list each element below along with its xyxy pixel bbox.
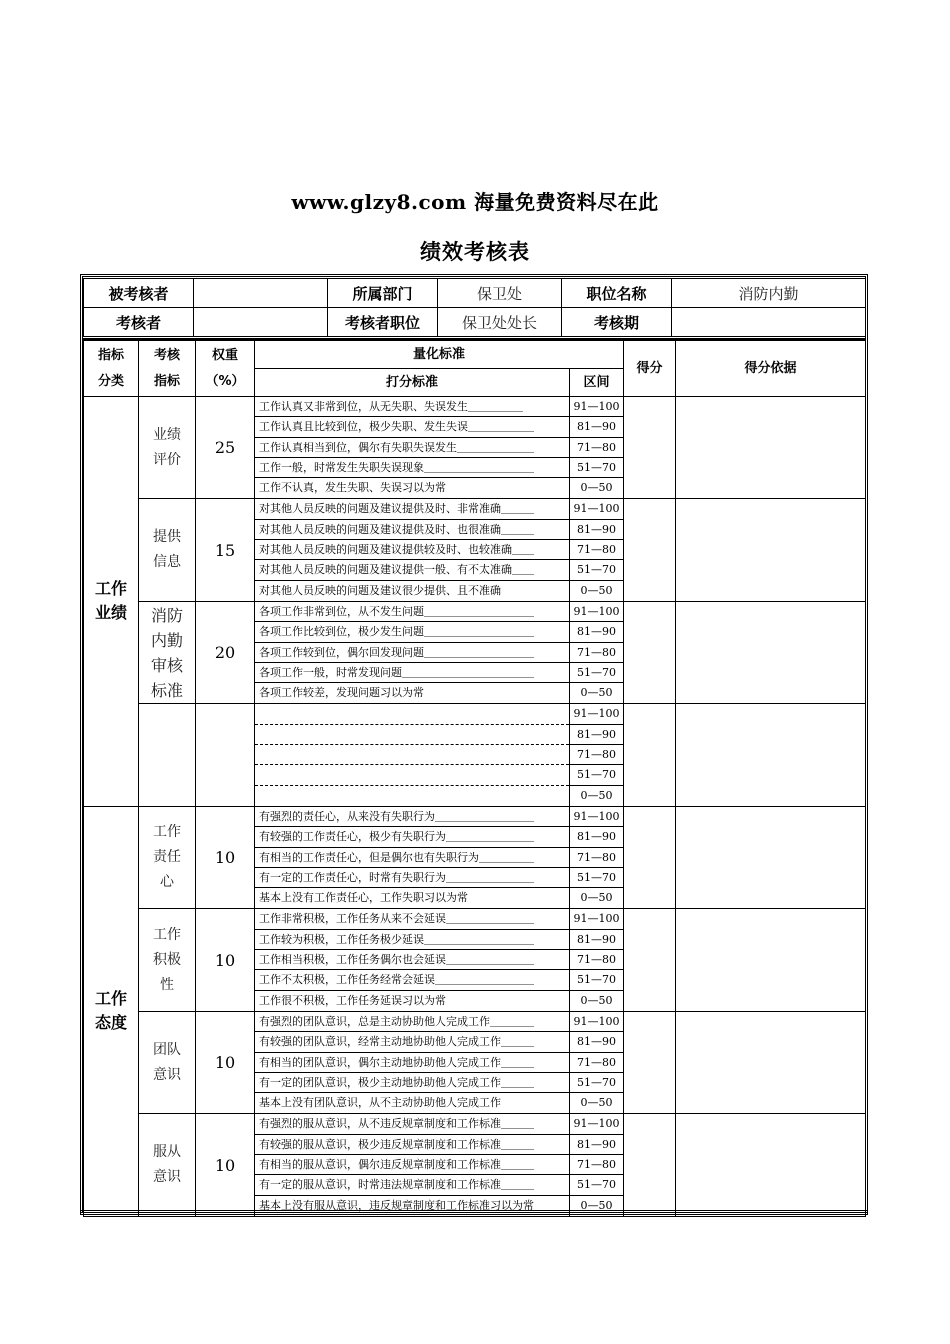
weight-cell: 10 [196,909,255,1011]
indicator-row [84,704,866,806]
assessee-field[interactable] [194,279,328,308]
range-line: 71—80 [570,438,623,458]
score-basis-input-cell[interactable] [676,397,866,499]
category-cell [84,397,139,807]
criteria-line: 各项工作较差，发现问题习以为常 [259,686,424,700]
range-line: 91—100 [570,909,623,929]
indicator-name-line: 意识 [153,1066,181,1083]
indicator-name-line: 评价 [153,451,181,468]
range-line: 71—80 [570,540,623,560]
indicator-name-cell [139,397,196,499]
indicator-name-cell [139,499,196,601]
indicator-row [84,601,866,703]
info-table [83,278,866,337]
criteria-line: 有相当的工作责任心，但是偶尔也有失职行为＿＿＿＿＿ [255,848,569,868]
assessee-label: 被考核者 [84,279,194,308]
criteria-line [255,745,569,765]
header-range: 区间 [570,369,624,397]
score-input-cell[interactable] [624,397,676,499]
indicator-row [84,1114,866,1216]
indicator-row [84,909,866,1011]
range-cell [570,1114,624,1216]
criteria-line: 工作一般，时常发生失职失误现象＿＿＿＿＿＿＿＿＿＿ [255,458,569,478]
header-weight [196,341,255,397]
indicator-name-line: 工作 [153,824,181,841]
range-line: 51—70 [570,765,623,785]
criteria-line: 有较强的团队意识，经常主动地协助他人完成工作＿＿＿ [255,1032,569,1052]
bottom-rule [80,1210,868,1215]
header-indicator-line2: 指标 [153,373,180,389]
range-cell [570,499,624,601]
criteria-line: 各项工作较到位，偶尔回发现问题＿＿＿＿＿＿＿＿＿＿ [255,643,569,663]
range-line: 71—80 [570,745,623,765]
indicator-name-cell [139,1011,196,1113]
assessor-position-label: 考核者职位 [328,308,438,337]
indicator-name-line: 服从 [153,1144,181,1161]
range-line: 91—100 [570,397,623,417]
assessor-label: 考核者 [84,308,194,337]
criteria-line: 各项工作非常到位，从不发生问题＿＿＿＿＿＿＿＿＿＿ [255,602,569,622]
score-input-cell[interactable] [624,1011,676,1113]
category-name-line: 工作 [94,989,127,1009]
range-line: 0—50 [580,583,613,597]
criteria-line: 有强烈的服从意识，从不违反规章制度和工作标准＿＿＿ [255,1114,569,1134]
range-line: 81—90 [570,827,623,847]
range-line: 51—70 [570,1073,623,1093]
criteria-line: 对其他人员反映的问题及建议提供及时、也很准确＿＿＿ [255,520,569,540]
category-name-line: 工作 [94,579,127,599]
criteria-line: 各项工作一般，时常发现问题＿＿＿＿＿＿＿＿＿＿＿＿ [255,663,569,683]
criteria-line: 有一定的团队意识，极少主动地协助他人完成工作＿＿＿ [255,1073,569,1093]
indicator-name-line: 内勤 [150,630,183,650]
criteria-line: 对其他人员反映的问题及建议很少提供、且不准确 [259,583,501,597]
criteria-line: 对其他人员反映的问题及建议提供及时、非常准确＿＿＿ [255,499,569,519]
header-basis: 得分依据 [676,341,866,397]
criteria-line [255,725,569,745]
header-category-line1: 指标 [97,347,124,363]
range-cell [570,601,624,703]
range-line: 71—80 [570,848,623,868]
range-line: 81—90 [570,520,623,540]
indicator-name-cell [139,806,196,908]
indicator-name-line: 消防 [150,605,183,625]
criteria-cell [255,1114,570,1216]
category-name-line: 态度 [94,1013,127,1033]
criteria-line: 有强烈的团队意识，总是主动协助他人完成工作＿＿＿＿ [255,1012,569,1032]
score-input-cell[interactable] [624,806,676,908]
criteria-line: 对其他人员反映的问题及建议提供一般、有不太准确＿＿ [255,560,569,580]
position-label: 职位名称 [562,279,672,308]
indicator-row [84,1011,866,1113]
header-weight-line1: 权重 [211,347,238,363]
weight-cell [196,704,255,806]
range-line: 51—70 [570,1175,623,1195]
score-input-cell[interactable] [624,499,676,601]
range-line: 81—90 [570,725,623,745]
criteria-cell [255,1011,570,1113]
category-cell [84,806,139,1216]
header-standard: 量化标准 [255,341,624,369]
range-line: 91—100 [570,807,623,827]
criteria-cell [255,704,570,806]
criteria-line: 工作非常积极，工作任务从来不会延误＿＿＿＿＿＿＿＿ [255,909,569,929]
range-line: 91—100 [570,704,623,724]
criteria-line: 对其他人员反映的问题及建议提供较及时、也较准确＿＿ [255,540,569,560]
indicator-name-cell [139,1114,196,1216]
indicator-name-line: 信息 [153,554,181,571]
range-line: 91—100 [570,499,623,519]
indicator-name-line: 审核 [150,655,183,675]
site-title: www.glzy8.com 海量免费资料尽在此 [291,190,659,214]
range-line: 81—90 [570,930,623,950]
weight-cell: 20 [196,601,255,703]
range-line: 91—100 [570,1114,623,1134]
range-line: 51—70 [570,663,623,683]
range-cell [570,704,624,806]
department-field[interactable]: 保卫处 [438,279,562,308]
criteria-line: 工作很不积极，工作任务延误习以为常 [259,993,446,1007]
range-line: 0—50 [580,1198,613,1212]
criteria-line: 基本上没有工作责任心，工作失职习以为常 [259,891,468,905]
indicator-row [84,397,866,499]
criteria-line: 工作不太积极，工作任务经常会延误＿＿＿＿＿＿＿＿＿ [255,970,569,990]
range-line: 51—70 [570,970,623,990]
criteria-line [255,765,569,785]
score-basis-input-cell[interactable] [676,1114,866,1216]
criteria-line: 工作较为积极，工作任务极少延误＿＿＿＿＿＿＿＿＿＿ [255,930,569,950]
criteria-cell [255,397,570,499]
weight-cell: 10 [196,1114,255,1216]
range-line: 0—50 [580,1096,613,1110]
assessor-position-field[interactable]: 保卫处处长 [438,308,562,337]
criteria-line: 工作认真又非常到位，从无失职、失误发生＿＿＿＿＿ [255,397,569,417]
criteria-line: 有强烈的责任心，从来没有失职行为＿＿＿＿＿＿＿＿＿ [255,807,569,827]
range-line: 0—50 [580,993,613,1007]
range-cell [570,909,624,1011]
range-line: 51—70 [570,560,623,580]
indicator-row [84,806,866,908]
weight-cell: 10 [196,806,255,908]
indicator-name-line: 提供 [153,529,181,546]
range-cell [570,1011,624,1113]
header-score: 得分 [624,341,676,397]
score-basis-input-cell[interactable] [676,1011,866,1113]
score-input-cell[interactable] [624,704,676,806]
range-line: 91—100 [570,602,623,622]
criteria-line: 工作相当积极，工作任务偶尔也会延误＿＿＿＿＿＿＿＿ [255,950,569,970]
criteria-line: 基本上没有服从意识，违反规章制度和工作标准习以为常 [259,1198,534,1212]
category-name-line: 业绩 [94,603,127,623]
range-cell [570,806,624,908]
header-category-line2: 分类 [97,373,124,389]
indicator-name-line: 标准 [150,680,183,700]
indicator-name-line: 业绩 [153,426,181,443]
score-basis-input-cell[interactable] [676,704,866,806]
indicator-name-line: 责任 [153,849,181,866]
indicator-name-line: 心 [160,874,174,891]
range-line: 81—90 [570,622,623,642]
range-line: 0—50 [580,686,613,700]
criteria-line [255,704,569,724]
indicator-name-line: 团队 [153,1041,181,1058]
header-indicator [139,341,196,397]
range-line: 71—80 [570,950,623,970]
criteria-line: 有较强的服从意识，极少违反规章制度和工作标准＿＿＿ [255,1135,569,1155]
criteria-cell [255,601,570,703]
score-basis-input-cell[interactable] [676,806,866,908]
weight-cell: 15 [196,499,255,601]
criteria-line: 有一定的服从意识，时常违法规章制度和工作标准＿＿＿ [255,1175,569,1195]
range-line: 81—90 [570,1032,623,1052]
period-field[interactable] [672,308,866,337]
score-input-cell[interactable] [624,601,676,703]
range-line: 71—80 [570,643,623,663]
header-scoring: 打分标准 [255,369,570,397]
criteria-line: 工作认真相当到位，偶尔有失职失误发生＿＿＿＿＿＿＿ [255,438,569,458]
score-basis-input-cell[interactable] [676,909,866,1011]
indicator-name-cell [139,704,196,806]
position-field[interactable]: 消防内勤 [672,279,866,308]
indicator-name-line: 性 [160,976,174,993]
criteria-line: 有一定的工作责任心，时常有失职行为＿＿＿＿＿＿＿＿ [255,868,569,888]
range-line: 0—50 [580,788,613,802]
score-input-cell[interactable] [624,1114,676,1216]
header-weight-line2: （%） [205,373,245,389]
range-line: 51—70 [570,868,623,888]
indicator-row [84,499,866,601]
range-line: 81—90 [570,1135,623,1155]
criteria-line: 有相当的团队意识，偶尔主动地协助他人完成工作＿＿＿ [255,1053,569,1073]
range-line: 71—80 [570,1155,623,1175]
indicator-name-line: 工作 [153,926,181,943]
weight-cell: 10 [196,1011,255,1113]
range-cell [570,397,624,499]
range-line: 71—80 [570,1053,623,1073]
criteria-cell [255,806,570,908]
range-line: 91—100 [570,1012,623,1032]
criteria-cell [255,909,570,1011]
score-input-cell[interactable] [624,909,676,1011]
criteria-line: 有相当的服从意识，偶尔违反规章制度和工作标准＿＿＿ [255,1155,569,1175]
criteria-cell [255,499,570,601]
indicator-name-cell [139,909,196,1011]
header-indicator-line1: 考核 [153,347,180,363]
period-label: 考核期 [562,308,672,337]
score-basis-input-cell[interactable] [676,601,866,703]
criteria-line: 工作不认真，发生失职、失误习以为常 [259,481,446,495]
weight-cell: 25 [196,397,255,499]
assessor-field[interactable] [194,308,328,337]
range-line: 0—50 [580,891,613,905]
range-line: 81—90 [570,417,623,437]
criteria-line: 工作认真且比较到位，极少失职、发生失误＿＿＿＿＿＿ [255,417,569,437]
score-basis-input-cell[interactable] [676,499,866,601]
document-title: 绩效考核表 [420,239,530,264]
criteria-line [255,786,569,806]
range-line: 51—70 [570,458,623,478]
criteria-line: 有较强的工作责任心，极少有失职行为＿＿＿＿＿＿＿＿ [255,827,569,847]
indicator-name-cell [139,601,196,703]
assessment-table [83,340,866,1217]
department-label: 所属部门 [328,279,438,308]
range-line: 0—50 [580,481,613,495]
header-category [84,341,139,397]
indicator-name-line: 积极 [153,951,181,968]
indicator-name-line: 意识 [153,1169,181,1186]
criteria-line: 各项工作比较到位，极少发生问题＿＿＿＿＿＿＿＿＿＿ [255,622,569,642]
criteria-line: 基本上没有团队意识，从不主动协助他人完成工作 [259,1096,501,1110]
